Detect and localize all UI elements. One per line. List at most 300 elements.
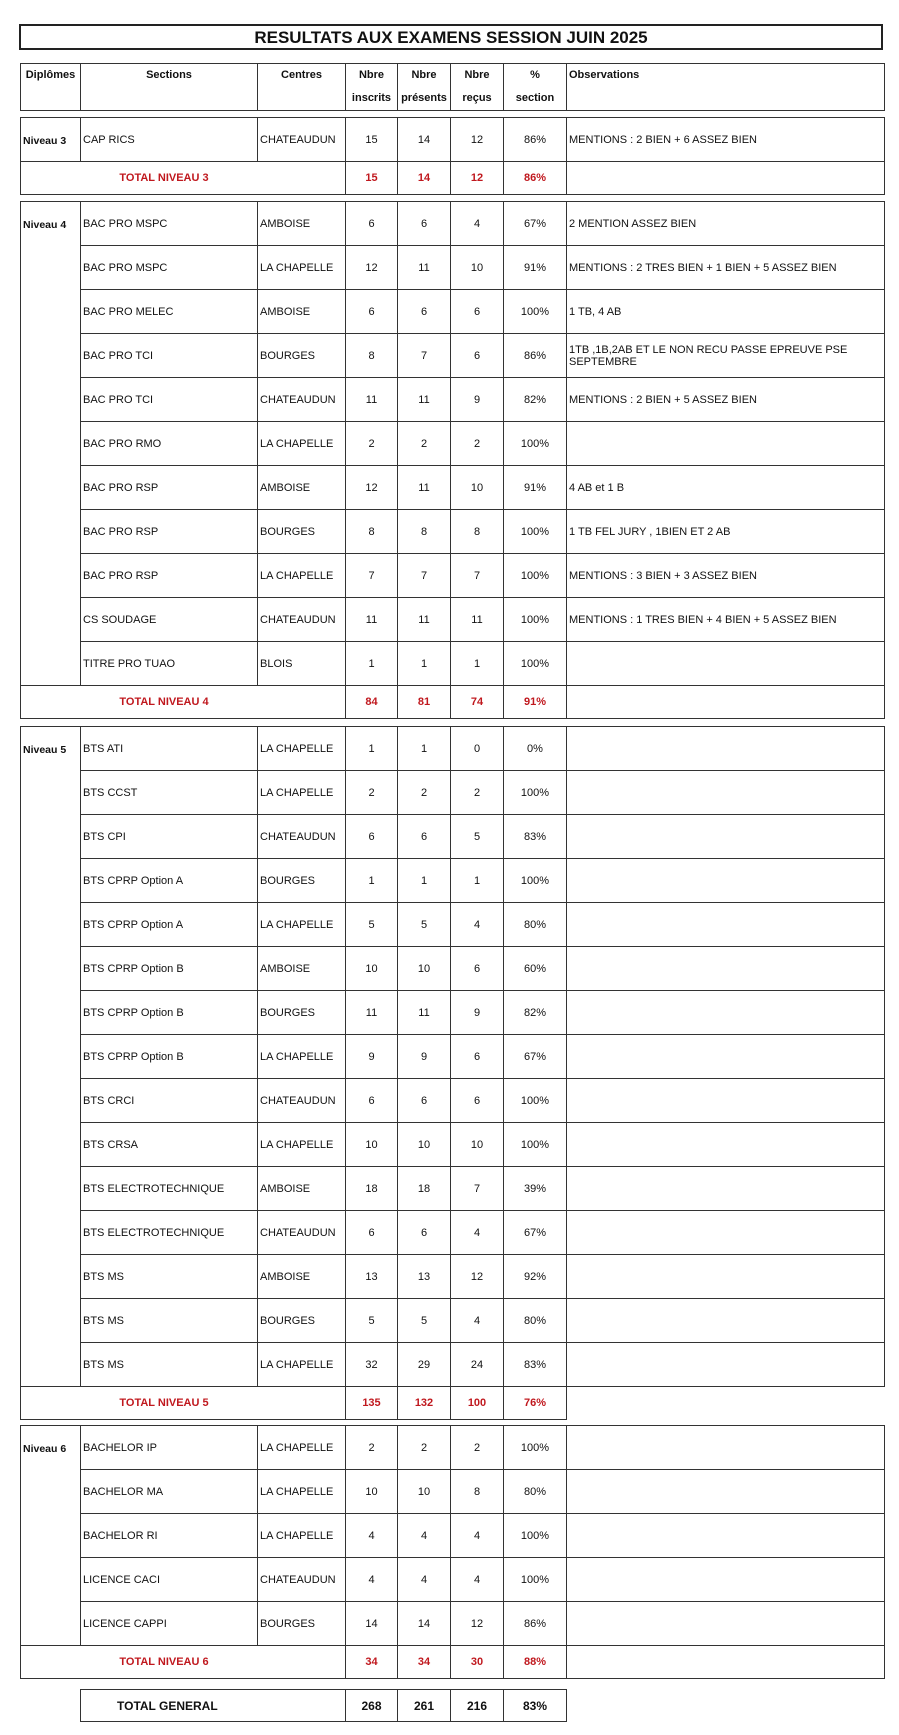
observations-cell: 2 MENTION ASSEZ BIEN (567, 202, 885, 246)
section-cell: BTS CCST (81, 771, 258, 815)
inscrits-cell: 13 (346, 1255, 398, 1299)
presents-cell: 6 (398, 202, 451, 246)
centre-cell: CHATEAUDUN (258, 1079, 346, 1123)
inscrits-cell: 1 (346, 727, 398, 771)
section-cell: BTS ATI (81, 727, 258, 771)
pct-cell: 86% (504, 118, 567, 162)
header-table (20, 63, 885, 111)
centre-cell: BOURGES (258, 1299, 346, 1343)
level-total-inscrits: 84 (346, 686, 398, 719)
inscrits-cell: 1 (346, 642, 398, 686)
presents-cell: 6 (398, 1211, 451, 1255)
recus-cell: 6 (451, 334, 504, 378)
level-total-row (21, 1646, 885, 1679)
presents-cell: 14 (398, 1602, 451, 1646)
table-row (21, 202, 885, 246)
recus-cell: 12 (451, 1602, 504, 1646)
centre-cell: BOURGES (258, 859, 346, 903)
recus-cell: 24 (451, 1343, 504, 1387)
recus-cell: 1 (451, 642, 504, 686)
observations-cell: MENTIONS : 2 TRES BIEN + 1 BIEN + 5 ASSEZ BIEN (567, 246, 885, 290)
pct-cell: 83% (504, 1343, 567, 1387)
inscrits-cell: 5 (346, 1299, 398, 1343)
inscrits-cell: 6 (346, 1211, 398, 1255)
section-cell: BAC PRO RSP (81, 554, 258, 598)
recus-cell: 10 (451, 1123, 504, 1167)
level-label: Niveau 4 (21, 202, 81, 686)
level-total-inscrits: 135 (346, 1387, 398, 1420)
presents-cell: 6 (398, 290, 451, 334)
presents-cell: 5 (398, 903, 451, 947)
inscrits-cell: 11 (346, 991, 398, 1035)
level-table (20, 201, 885, 719)
recus-cell: 6 (451, 1035, 504, 1079)
header-inscrits (346, 64, 398, 111)
pct-cell: 100% (504, 1426, 567, 1470)
table-row (21, 1470, 885, 1514)
inscrits-cell: 32 (346, 1343, 398, 1387)
table-row (21, 947, 885, 991)
section-cell: BTS CPRP Option A (81, 859, 258, 903)
observations-cell (567, 991, 885, 1035)
observations-cell (567, 727, 885, 771)
observations-cell: 4 AB et 1 B (567, 466, 885, 510)
recus-cell: 5 (451, 815, 504, 859)
pct-cell: 100% (504, 771, 567, 815)
centre-cell: AMBOISE (258, 202, 346, 246)
centre-cell: LA CHAPELLE (258, 1426, 346, 1470)
pct-cell: 100% (504, 1123, 567, 1167)
section-cell: LICENCE CAPPI (81, 1602, 258, 1646)
recus-cell: 12 (451, 118, 504, 162)
recus-cell: 0 (451, 727, 504, 771)
pct-cell: 60% (504, 947, 567, 991)
presents-cell: 13 (398, 1255, 451, 1299)
section-cell: BAC PRO MELEC (81, 290, 258, 334)
total-general-label: TOTAL GENERAL (81, 1690, 346, 1722)
table-row (21, 246, 885, 290)
level-total-observations (567, 686, 885, 719)
section-cell: BTS ELECTROTECHNIQUE (81, 1167, 258, 1211)
pct-cell: 100% (504, 642, 567, 686)
section-cell: LICENCE CACI (81, 1558, 258, 1602)
header-diplomes: Diplômes (21, 64, 81, 111)
inscrits-cell: 6 (346, 815, 398, 859)
table-row (21, 1426, 885, 1470)
table-row (21, 1514, 885, 1558)
centre-cell: LA CHAPELLE (258, 1035, 346, 1079)
observations-cell (567, 1299, 885, 1343)
pct-cell: 100% (504, 554, 567, 598)
observations-cell (567, 1602, 885, 1646)
level-total-presents: 81 (398, 686, 451, 719)
section-cell: BAC PRO TCI (81, 334, 258, 378)
centre-cell: AMBOISE (258, 290, 346, 334)
centre-cell: BOURGES (258, 991, 346, 1035)
observations-cell (567, 1079, 885, 1123)
level-label: Niveau 6 (21, 1426, 81, 1646)
observations-cell: MENTIONS : 2 BIEN + 6 ASSEZ BIEN (567, 118, 885, 162)
pct-cell: 86% (504, 1602, 567, 1646)
pct-cell: 92% (504, 1255, 567, 1299)
pct-cell: 0% (504, 727, 567, 771)
observations-cell (567, 1426, 885, 1470)
recus-cell: 2 (451, 1426, 504, 1470)
inscrits-cell: 14 (346, 1602, 398, 1646)
section-cell: BTS CPI (81, 815, 258, 859)
table-row (21, 554, 885, 598)
pct-cell: 91% (504, 466, 567, 510)
presents-cell: 6 (398, 815, 451, 859)
table-row (21, 118, 885, 162)
pct-cell: 67% (504, 202, 567, 246)
presents-cell: 29 (398, 1343, 451, 1387)
recus-cell: 2 (451, 771, 504, 815)
recus-cell: 12 (451, 1255, 504, 1299)
table-row (21, 334, 885, 378)
centre-cell: LA CHAPELLE (258, 1343, 346, 1387)
level-total-recus: 100 (451, 1387, 504, 1420)
recus-cell: 8 (451, 1470, 504, 1514)
header-pct-line2: section (515, 92, 555, 104)
presents-cell: 11 (398, 378, 451, 422)
table-row (21, 1299, 885, 1343)
level-total-pct: 91% (504, 686, 567, 719)
table-row (21, 642, 885, 686)
pct-cell: 100% (504, 1558, 567, 1602)
header-recus (451, 64, 504, 111)
section-cell: BTS CPRP Option B (81, 1035, 258, 1079)
section-cell: BTS CPRP Option A (81, 903, 258, 947)
table-row (21, 510, 885, 554)
section-cell: BTS MS (81, 1255, 258, 1299)
inscrits-cell: 2 (346, 771, 398, 815)
inscrits-cell: 11 (346, 378, 398, 422)
observations-cell: 1 TB FEL JURY , 1BIEN ET 2 AB (567, 510, 885, 554)
table-row (21, 290, 885, 334)
pct-cell: 82% (504, 378, 567, 422)
page-title: RESULTATS AUX EXAMENS SESSION JUIN 2025 (19, 24, 883, 50)
presents-cell: 10 (398, 947, 451, 991)
presents-cell: 7 (398, 554, 451, 598)
observations-cell: 1 TB, 4 AB (567, 290, 885, 334)
level-total-recus: 74 (451, 686, 504, 719)
level-total-inscrits: 15 (346, 162, 398, 195)
recus-cell: 4 (451, 202, 504, 246)
presents-cell: 5 (398, 1299, 451, 1343)
level-total-row (21, 162, 885, 195)
level-total-pct: 76% (504, 1387, 567, 1420)
observations-cell (567, 1035, 885, 1079)
centre-cell: CHATEAUDUN (258, 598, 346, 642)
centre-cell: CHATEAUDUN (258, 1211, 346, 1255)
table-row (21, 1167, 885, 1211)
section-cell: BAC PRO TCI (81, 378, 258, 422)
section-cell: BTS MS (81, 1299, 258, 1343)
presents-cell: 11 (398, 466, 451, 510)
table-row (21, 1602, 885, 1646)
section-cell: BTS CRSA (81, 1123, 258, 1167)
level-label: Niveau 3 (21, 118, 81, 162)
level-total-observations (567, 162, 885, 195)
header-pct (504, 64, 567, 111)
inscrits-cell: 7 (346, 554, 398, 598)
level-total-row (21, 1387, 885, 1420)
inscrits-cell: 6 (346, 290, 398, 334)
recus-cell: 10 (451, 466, 504, 510)
level-total-label: TOTAL NIVEAU 4 (21, 686, 346, 719)
level-total-presents: 34 (398, 1646, 451, 1679)
presents-cell: 1 (398, 859, 451, 903)
observations-cell (567, 1123, 885, 1167)
observations-cell (567, 1211, 885, 1255)
presents-cell: 2 (398, 1426, 451, 1470)
inscrits-cell: 8 (346, 334, 398, 378)
header-presents (398, 64, 451, 111)
header-sections: Sections (81, 64, 258, 111)
pct-cell: 91% (504, 246, 567, 290)
pct-cell: 67% (504, 1035, 567, 1079)
section-cell: BACHELOR IP (81, 1426, 258, 1470)
table-row (21, 1123, 885, 1167)
observations-cell: 1TB ,1B,2AB ET LE NON RECU PASSE EPREUVE PSE SEPTEMBRE (567, 334, 885, 378)
centre-cell: CHATEAUDUN (258, 378, 346, 422)
inscrits-cell: 10 (346, 1123, 398, 1167)
centre-cell: LA CHAPELLE (258, 903, 346, 947)
inscrits-cell: 12 (346, 246, 398, 290)
pct-cell: 82% (504, 991, 567, 1035)
header-recus-line1: Nbre (464, 69, 490, 81)
pct-cell: 100% (504, 1514, 567, 1558)
level-total-row (21, 686, 885, 719)
presents-cell: 9 (398, 1035, 451, 1079)
observations-cell (567, 1255, 885, 1299)
header-inscrits-line2: inscrits (351, 92, 392, 104)
centre-cell: CHATEAUDUN (258, 815, 346, 859)
section-cell: BAC PRO RSP (81, 466, 258, 510)
centre-cell: AMBOISE (258, 947, 346, 991)
presents-cell: 1 (398, 727, 451, 771)
section-cell: CAP RICS (81, 118, 258, 162)
recus-cell: 10 (451, 246, 504, 290)
section-cell: BTS ELECTROTECHNIQUE (81, 1211, 258, 1255)
pct-cell: 100% (504, 859, 567, 903)
section-cell: BTS CRCI (81, 1079, 258, 1123)
presents-cell: 7 (398, 334, 451, 378)
recus-cell: 6 (451, 1079, 504, 1123)
level-total-observations (567, 1646, 885, 1679)
section-cell: BAC PRO MSPC (81, 246, 258, 290)
recus-cell: 4 (451, 1558, 504, 1602)
presents-cell: 11 (398, 598, 451, 642)
presents-cell: 8 (398, 510, 451, 554)
centre-cell: LA CHAPELLE (258, 422, 346, 466)
observations-cell (567, 947, 885, 991)
centre-cell: LA CHAPELLE (258, 246, 346, 290)
recus-cell: 4 (451, 1211, 504, 1255)
centre-cell: AMBOISE (258, 466, 346, 510)
observations-cell (567, 1167, 885, 1211)
table-row (21, 422, 885, 466)
inscrits-cell: 11 (346, 598, 398, 642)
inscrits-cell: 4 (346, 1558, 398, 1602)
level-total-presents: 14 (398, 162, 451, 195)
observations-cell: MENTIONS : 2 BIEN + 5 ASSEZ BIEN (567, 378, 885, 422)
centre-cell: BOURGES (258, 510, 346, 554)
pct-cell: 100% (504, 510, 567, 554)
total-general-pct: 83% (504, 1690, 567, 1722)
pct-cell: 80% (504, 1299, 567, 1343)
pct-cell: 80% (504, 903, 567, 947)
recus-cell: 4 (451, 1514, 504, 1558)
table-row (21, 598, 885, 642)
centre-cell: LA CHAPELLE (258, 771, 346, 815)
inscrits-cell: 8 (346, 510, 398, 554)
presents-cell: 2 (398, 422, 451, 466)
level-total-observations (567, 1387, 885, 1420)
recus-cell: 7 (451, 1167, 504, 1211)
level-total-recus: 12 (451, 162, 504, 195)
level-total-label: TOTAL NIVEAU 3 (21, 162, 346, 195)
recus-cell: 7 (451, 554, 504, 598)
level-total-pct: 86% (504, 162, 567, 195)
table-row (21, 1211, 885, 1255)
presents-cell: 4 (398, 1514, 451, 1558)
inscrits-cell: 4 (346, 1514, 398, 1558)
pct-cell: 100% (504, 598, 567, 642)
pct-cell: 67% (504, 1211, 567, 1255)
observations-cell (567, 859, 885, 903)
observations-cell (567, 1514, 885, 1558)
recus-cell: 9 (451, 378, 504, 422)
section-cell: BAC PRO RSP (81, 510, 258, 554)
level-total-pct: 88% (504, 1646, 567, 1679)
table-row (21, 378, 885, 422)
observations-cell (567, 1343, 885, 1387)
inscrits-cell: 15 (346, 118, 398, 162)
presents-cell: 11 (398, 246, 451, 290)
pct-cell: 100% (504, 290, 567, 334)
header-presents-line2: présents (401, 92, 447, 104)
table-row (21, 1035, 885, 1079)
header-recus-line2: reçus (462, 92, 492, 104)
section-cell: BACHELOR MA (81, 1470, 258, 1514)
header-pct-line1: % (530, 69, 540, 81)
level-table (20, 117, 885, 195)
level-total-recus: 30 (451, 1646, 504, 1679)
header-presents-line1: Nbre (411, 69, 437, 81)
pct-cell: 100% (504, 1079, 567, 1123)
table-row (21, 859, 885, 903)
centre-cell: CHATEAUDUN (258, 118, 346, 162)
table-row (21, 815, 885, 859)
recus-cell: 9 (451, 991, 504, 1035)
header-centres: Centres (258, 64, 346, 111)
observations-cell (567, 815, 885, 859)
centre-cell: LA CHAPELLE (258, 1123, 346, 1167)
presents-cell: 14 (398, 118, 451, 162)
recus-cell: 6 (451, 947, 504, 991)
total-general-table (80, 1689, 567, 1722)
centre-cell: BOURGES (258, 1602, 346, 1646)
header-observations: Observations (567, 64, 885, 111)
recus-cell: 6 (451, 290, 504, 334)
centre-cell: BLOIS (258, 642, 346, 686)
observations-cell (567, 422, 885, 466)
total-general-inscrits: 268 (346, 1690, 398, 1722)
observations-cell (567, 1558, 885, 1602)
table-row (21, 1079, 885, 1123)
table-row (21, 1343, 885, 1387)
table-row (21, 1255, 885, 1299)
inscrits-cell: 10 (346, 947, 398, 991)
table-row (21, 771, 885, 815)
table-row (21, 903, 885, 947)
presents-cell: 2 (398, 771, 451, 815)
pct-cell: 39% (504, 1167, 567, 1211)
observations-cell (567, 771, 885, 815)
centre-cell: LA CHAPELLE (258, 554, 346, 598)
observations-cell: MENTIONS : 3 BIEN + 3 ASSEZ BIEN (567, 554, 885, 598)
section-cell: BAC PRO MSPC (81, 202, 258, 246)
centre-cell: LA CHAPELLE (258, 1470, 346, 1514)
level-total-label: TOTAL NIVEAU 6 (21, 1646, 346, 1679)
inscrits-cell: 5 (346, 903, 398, 947)
presents-cell: 4 (398, 1558, 451, 1602)
inscrits-cell: 10 (346, 1470, 398, 1514)
centre-cell: LA CHAPELLE (258, 727, 346, 771)
recus-cell: 4 (451, 1299, 504, 1343)
centre-cell: AMBOISE (258, 1167, 346, 1211)
observations-cell (567, 903, 885, 947)
inscrits-cell: 12 (346, 466, 398, 510)
inscrits-cell: 1 (346, 859, 398, 903)
recus-cell: 8 (451, 510, 504, 554)
presents-cell: 1 (398, 642, 451, 686)
recus-cell: 11 (451, 598, 504, 642)
section-cell: BTS CPRP Option B (81, 991, 258, 1035)
inscrits-cell: 18 (346, 1167, 398, 1211)
observations-cell (567, 1470, 885, 1514)
section-cell: BTS CPRP Option B (81, 947, 258, 991)
pct-cell: 100% (504, 422, 567, 466)
section-cell: CS SOUDAGE (81, 598, 258, 642)
section-cell: BACHELOR RI (81, 1514, 258, 1558)
table-row (21, 991, 885, 1035)
recus-cell: 4 (451, 903, 504, 947)
header-inscrits-line1: Nbre (358, 69, 385, 81)
recus-cell: 2 (451, 422, 504, 466)
centre-cell: CHATEAUDUN (258, 1558, 346, 1602)
centre-cell: BOURGES (258, 334, 346, 378)
pct-cell: 86% (504, 334, 567, 378)
observations-cell (567, 642, 885, 686)
inscrits-cell: 2 (346, 422, 398, 466)
presents-cell: 10 (398, 1123, 451, 1167)
presents-cell: 18 (398, 1167, 451, 1211)
level-label: Niveau 5 (21, 727, 81, 1387)
total-general-presents: 261 (398, 1690, 451, 1722)
level-table (20, 1425, 885, 1679)
level-total-presents: 132 (398, 1387, 451, 1420)
table-row (21, 1558, 885, 1602)
section-cell: BAC PRO RMO (81, 422, 258, 466)
recus-cell: 1 (451, 859, 504, 903)
observations-cell: MENTIONS : 1 TRES BIEN + 4 BIEN + 5 ASSEZ BIEN (567, 598, 885, 642)
presents-cell: 11 (398, 991, 451, 1035)
table-row (21, 727, 885, 771)
level-table (20, 726, 885, 1420)
